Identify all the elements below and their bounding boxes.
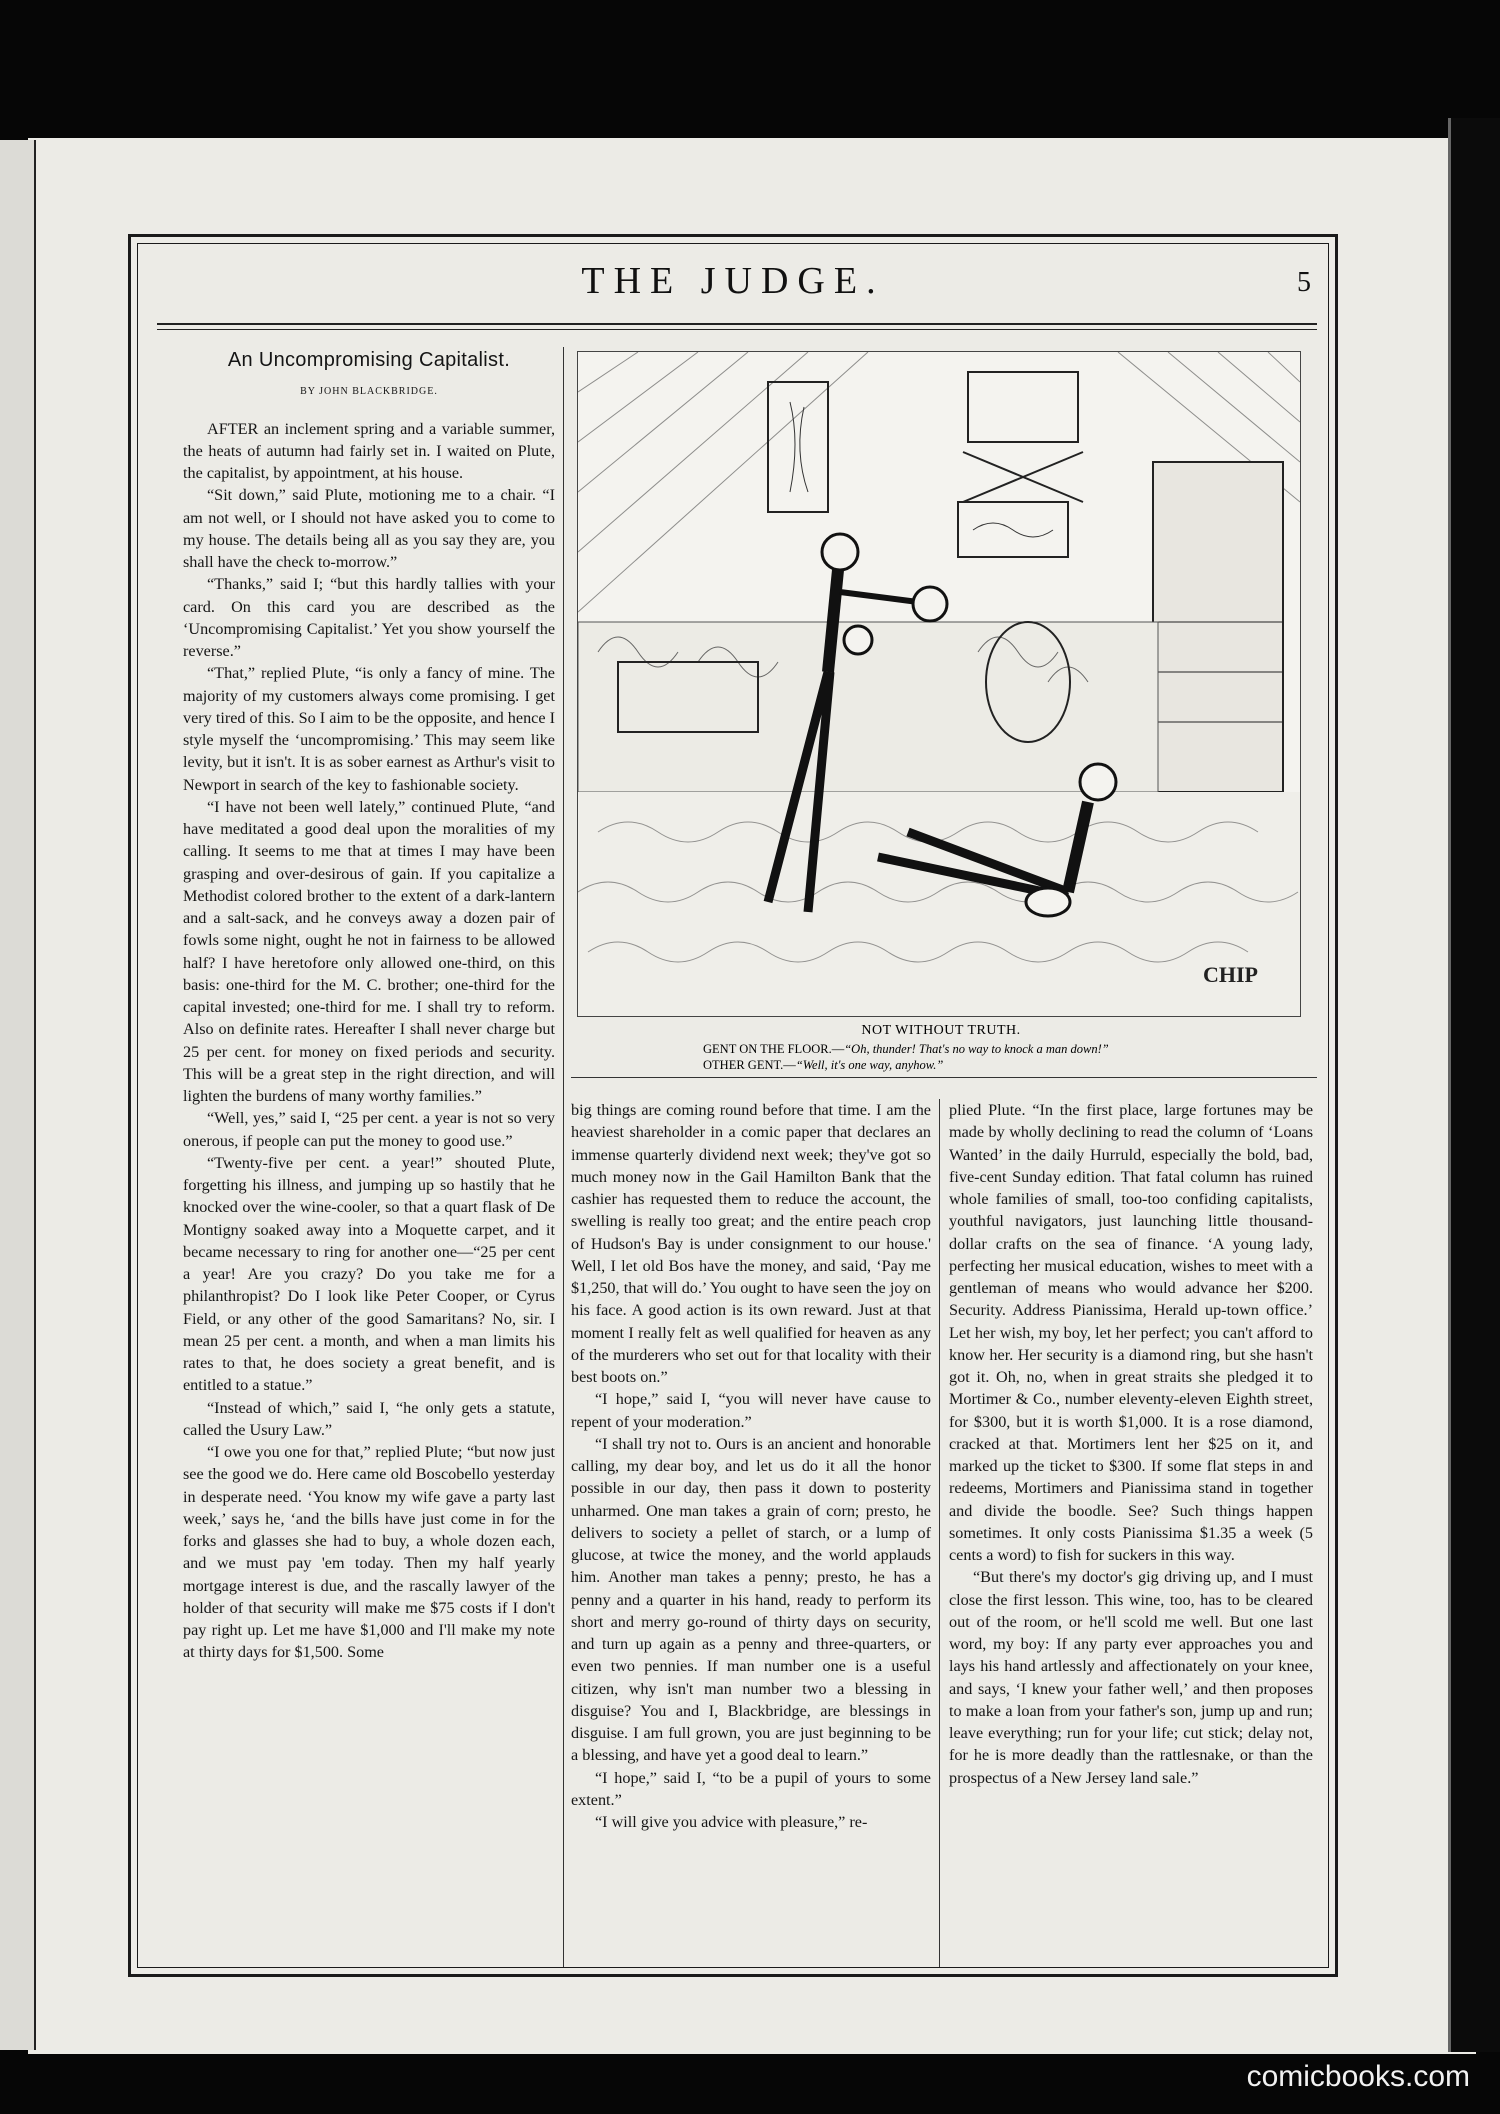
caption-dialogue bbox=[703, 1041, 1109, 1073]
paragraph: “Thanks,” said I; “but this hardly tallies with your card. On this card you are described as the ‘Uncompromising Capitalist.’ Yet you show yourself the reverse.” bbox=[183, 575, 555, 660]
masthead: THE JUDGE. bbox=[581, 260, 885, 302]
paragraph: “I have not been well lately,” continued Plute, “and have meditated a good deal upon the moralities of my calling. It seems to me that at times I may have been grasping and over-desirous of gain. If you capitalize a Methodist colored brother to the extent of a dark-lantern and a salt-sack, and he conveys away a dozen pair of fowls some night, ought he not in fairness to be allowed half? I have heretofore only allowed one-third, on this basis: one-third for the M. C. brother; one-third for the capital invested; one-third for me. I shall try to reform. Also on definite rates. Hereafter I shall never charge but 25 per cent. for money on fixed periods and security. This will be a great step in the right direction, and will lighten the burdens of many worthy families.” bbox=[183, 797, 555, 1105]
boxing-cartoon bbox=[578, 352, 1300, 1016]
paragraph: “I will give you advice with pleasure,” re- bbox=[595, 1813, 868, 1831]
column-divider bbox=[563, 347, 564, 1967]
caption-speaker-2: OTHER GENT.— bbox=[703, 1058, 796, 1072]
paragraph: “Sit down,” said Plute, motioning me to a chair. “I am not well, or I should not have asked you to come to my house. The details being all as you say they are, you shall have the check to-morrow.” bbox=[183, 486, 555, 571]
article-byline: BY JOHN BLACKBRIDGE. bbox=[300, 386, 438, 398]
article-column-2 bbox=[571, 1099, 931, 1833]
paragraph: “I hope,” said I, “you will never have cause to repent of your moderation.” bbox=[571, 1390, 931, 1431]
caption-speaker-1: GENT ON THE FLOOR.— bbox=[703, 1042, 845, 1056]
paragraph: “Twenty-five per cent. a year!” shouted Plute, forgetting his illness, and jumping up so hastily that he knocked over the wine-cooler, so that a quart flask of De Montigny soaked away into a Moquette carpet, and it became necessary to ring for another one—“25 per cent a year! Are you crazy? Do you take me for a philanthropist? Do I look like Peter Cooper, or Cyrus Field, or any other of the good Samaritans? No, sir. I mean 25 per cent. a month, and when a man limits his rates to that, he does society a great benefit, and is entitled to a statue.” bbox=[183, 1153, 555, 1395]
paragraph: “I hope,” said I, “to be a pupil of yours to some extent.” bbox=[571, 1768, 931, 1809]
site-watermark: comicbooks.com bbox=[1246, 2060, 1470, 2093]
paragraph: “Well, yes,” said I, “25 per cent. a year is not so very onerous, if people can put the money to good use.” bbox=[183, 1109, 555, 1150]
paragraph: “I shall try not to. Ours is an ancient and honorable calling, my dear boy, and let us do it all the honor possible in our day, then pass it down to posterity unharmed. One man takes a grain of corn; presto, he delivers to society a pellet of starch, or a lump of glucose, at twice the money, and the world applauds him. Another man takes a penny; presto, he has a penny and a quarter in his hand, ready to perform its short and merry go-round of thirty days on security, and turn up again as a penny and three-quarters, or even two pennies. If man number one is a useful citizen, why isn't man number two a blessing in disguise? You and I, Blackbridge, are blessings in disguise. I am full grown, you are just beginning to be a blessing, and have yet a good deal to learn.” bbox=[571, 1434, 931, 1765]
paragraph: “Instead of which,” said I, “he only gets a statute, called the Usury Law.” bbox=[183, 1398, 555, 1439]
column-divider bbox=[939, 1099, 940, 1967]
paragraph: AFTER an inclement spring and a variable summer, the heats of autumn had fairly set in. I waited on Plute, the capitalist, by appointment, at his house. bbox=[183, 419, 555, 482]
article-column-1 bbox=[183, 349, 555, 1664]
masthead-rule bbox=[157, 323, 1317, 325]
artist-signature: CHIP bbox=[1203, 962, 1258, 987]
page-number: 5 bbox=[1297, 267, 1311, 298]
paragraph: big things are coming round before that time. I am the heaviest shareholder in a comic paper that declares an immense quarterly dividend next week; they've got so much money now in the Gail Hamilton Bank that the cashier has requested them to reduce the account, the swelling is really too great; and the entire peach crop of Hudson's Bay is under consignment to our house.' Well, I let old Bos have the money, and said, ‘Pay me $1,250, that will do.’ You ought to have seen the joy on his face. A good action is its own reward. Just at that moment I really felt as well qualified for heaven as any of the murderers who set out for that locality with their best boots on.” bbox=[571, 1101, 931, 1386]
paragraph: “I owe you one for that,” replied Plute; “but now just see the good we do. Here came old Boscobello yesterday in desperate need. ‘You know my wife gave a party last week,’ says he, ‘and the bills have just come in for the forks and glasses she had to buy, a whole dozen each, and we must pay 'em today. Then my half yearly mortgage interest is due, and the rascally lawyer of the holder of that security will make me $75 costs if I don't pay right up. Let me have $1,000 and I'll make my note at thirty days for $1,500. Some bbox=[183, 1443, 555, 1662]
page-border bbox=[128, 234, 1338, 1977]
paragraph: plied Plute. “In the first place, large fortunes may be made by wholly declining to read the column of ‘Loans Wanted’ in the daily Hurruld, especially the bold, bad, five-cent Sunday edition. That fatal column has ruined whole families of small, too-too confiding capitalists, youthful navigators, just launching little thousand-dollar crafts on the sea of finance. ‘A young lady, perfecting her musical education, wishes to meet with a gentleman of means who would advance her $200. Security. Address Pianissima, Herald up-town office.’ Let her wish, my boy, let her perfect; you can't afford to know her. Her security is a diamond ring, but she hasn't got it. Oh, no, when in great straits she pledged it to Mortimer & Co., number eleventy-eleven Eighth street, for $300, but it is worth $1,000. It is a rose diamond, cracked at that. Mortimers lent her $25 on it, and marked up the ticket to $300. If some flat steps in and redeems, Mortimers and Pianissima stand in together and divide the boodle. See? Such things happen sometimes. It only costs Pianissima $1.35 a week (5 cents a word) to fish for suckers in this way. bbox=[949, 1101, 1313, 1564]
paragraph: “But there's my doctor's gig driving up, and I must close the first lesson. This wine, too, has to be cleared out of the room, or he'll scold me well. But one last word, my boy: If any party ever approaches you and lays his hand artlessly and affectionately on your knee, and says, ‘I knew your father well,’ and then proposes to make a loan from your father's son, jump up and run; leave everything; run for your life; cut stick; delay not, for he is more deadly than the rattlesnake, or than the prospectus of a New Jersey land sale.” bbox=[949, 1568, 1313, 1787]
book-spine bbox=[1448, 118, 1500, 2052]
caption-quote-1: “Oh, thunder! That's no way to knock a man down!” bbox=[844, 1042, 1109, 1056]
caption-title: NOT WITHOUT TRUTH. bbox=[861, 1023, 1021, 1038]
caption-line-1 bbox=[703, 1041, 1109, 1057]
masthead-rule-thin bbox=[157, 329, 1317, 330]
article-title: An Uncompromising Capitalist. bbox=[227, 349, 511, 371]
article-column-3 bbox=[949, 1099, 1313, 1789]
caption-quote-2: “Well, it's one way, anyhow.” bbox=[795, 1058, 944, 1072]
caption-line-2 bbox=[703, 1057, 1109, 1073]
facing-page-edge bbox=[0, 140, 36, 2050]
paragraph: “That,” replied Plute, “is only a fancy of mine. The majority of my customers always come promising. I get very tired of this. So I aim to be the opposite, and hence I style myself the ‘uncompromising.’ This may seem like levity, but it isn't. It is as sober earnest as Arthur's visit to Newport in search of the key to fashionable society. bbox=[183, 664, 555, 794]
illustration-rule bbox=[571, 1077, 1317, 1078]
illustration bbox=[577, 351, 1301, 1017]
